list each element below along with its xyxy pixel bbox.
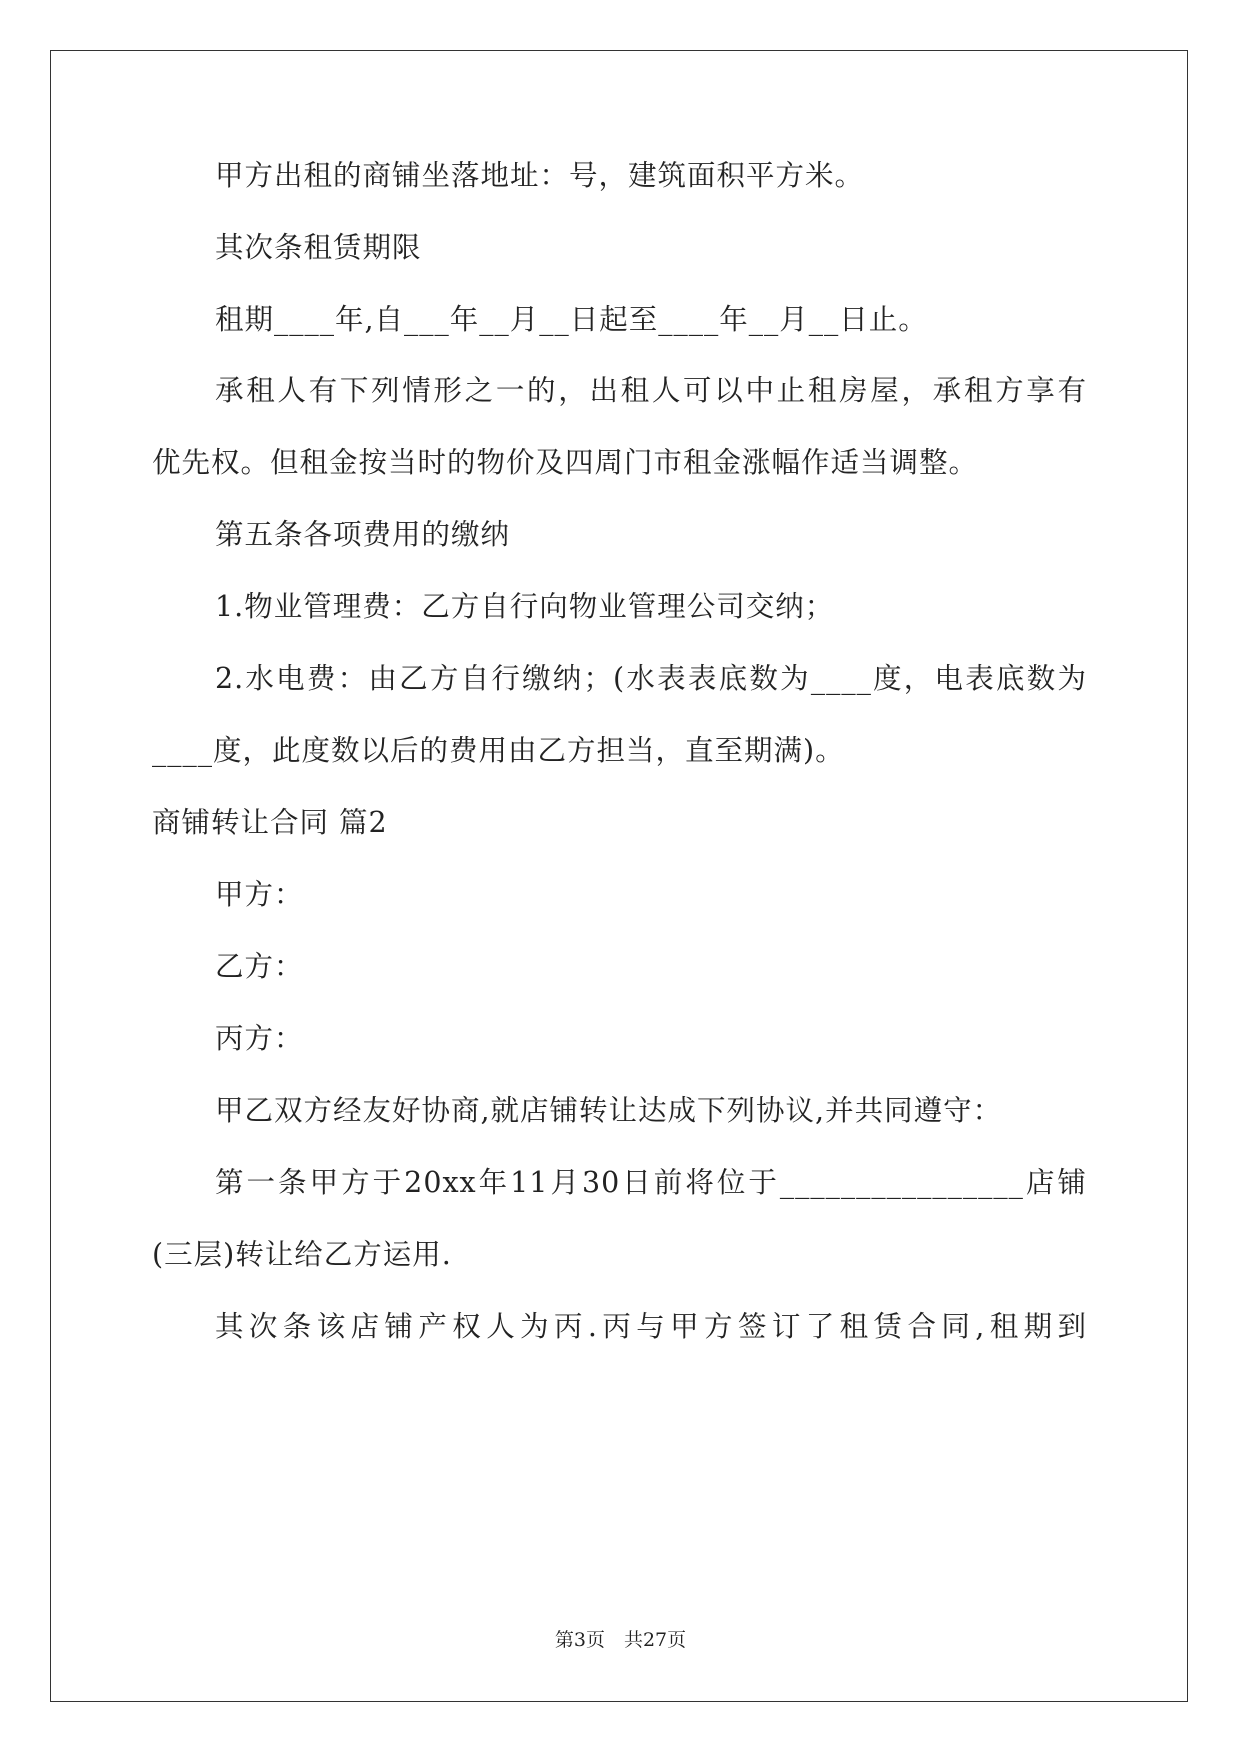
section-heading: 第五条各项费用的缴纳	[215, 518, 511, 551]
party-a-label: 甲方：	[215, 878, 304, 911]
paragraph-line: 承租人有下列情形之一的，出租人可以中止租房屋，承租方享有	[215, 374, 1087, 407]
paragraph-line: 1.物业管理费：乙方自行向物业管理公司交纳；	[215, 590, 835, 623]
paragraph-line: 优先权。但租金按当时的物价及四周门市租金涨幅作适当调整。	[152, 446, 979, 479]
page-number-footer: 第3页 共27页	[554, 1629, 687, 1651]
party-c-label: 丙方：	[215, 1022, 304, 1055]
paragraph-line: 租期____年,自___年__月__日起至____年__月__日止。	[215, 303, 928, 336]
section-heading: 其次条租赁期限	[215, 231, 422, 264]
party-b-label: 乙方：	[215, 950, 304, 983]
paragraph-line: 2.水电费：由乙方自行缴纳；(水表表底数为____度，电表底数为	[215, 662, 1087, 695]
paragraph-line: 第一条甲方于20xx年11月30日前将位于________________店铺	[215, 1166, 1087, 1199]
paragraph-line: 其次条该店铺产权人为丙.丙与甲方签订了租赁合同,租期到	[215, 1310, 1087, 1343]
paragraph-line: 甲方出租的商铺坐落地址：号，建筑面积平方米。	[215, 159, 865, 192]
paragraph-line: ____度，此度数以后的费用由乙方担当，直至期满)。	[152, 734, 845, 767]
article-title: 商铺转让合同 篇2	[152, 806, 388, 839]
paragraph-line: (三层)转让给乙方运用.	[152, 1238, 452, 1271]
paragraph-line: 甲乙双方经友好协商,就店铺转让达成下列协议,并共同遵守：	[215, 1094, 1003, 1127]
